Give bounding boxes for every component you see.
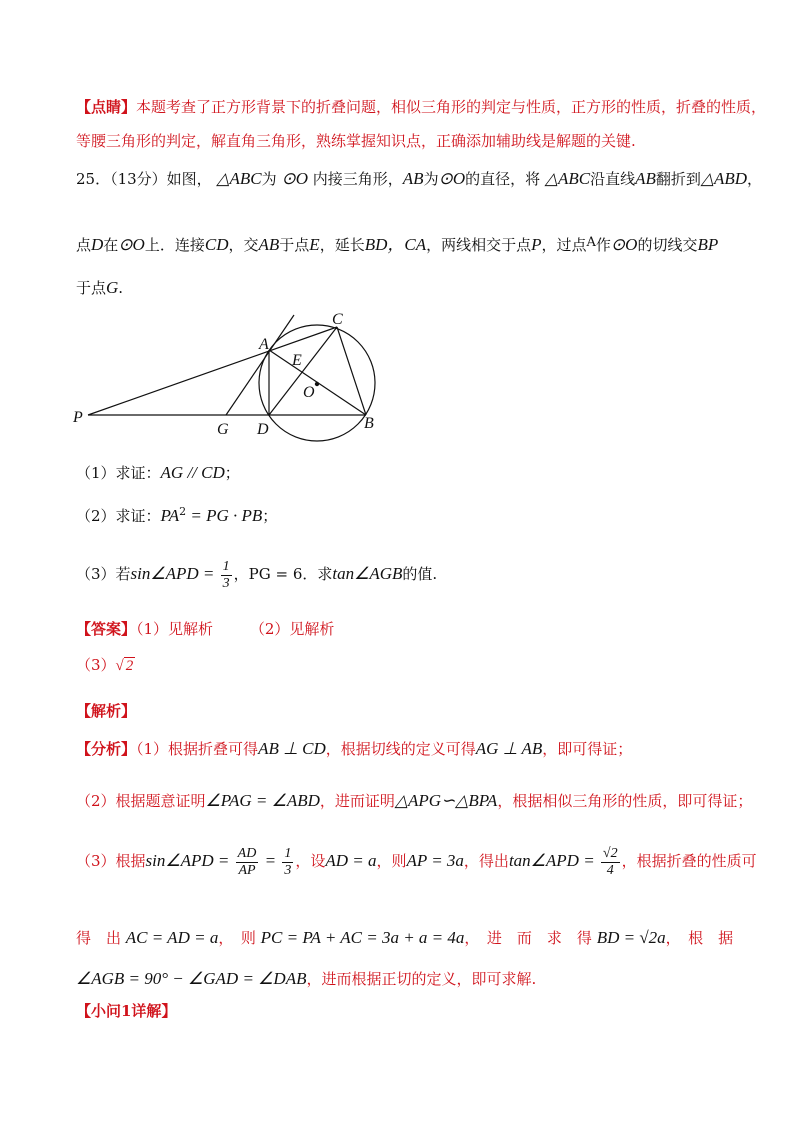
fenxi-l3b: ，设	[295, 852, 326, 870]
text-neijie: 内接三角形，	[312, 170, 403, 188]
problem-line-1	[76, 168, 763, 190]
point-d: D	[91, 235, 104, 254]
part-3-end: 的值.	[402, 565, 438, 583]
segment-cd: CD	[204, 235, 229, 254]
text-tangent: 的切线交	[637, 236, 698, 254]
circle-o-4: ⊙O	[610, 235, 638, 254]
fenxi-l2a: （2）根据题意证明	[76, 792, 206, 810]
answer-2: （2）见解析	[249, 620, 335, 638]
problem-line-3	[76, 277, 736, 299]
part-3-fraction	[221, 559, 232, 592]
part-3	[76, 556, 736, 592]
fenxi-l3-eq: =	[260, 851, 281, 870]
fenxi-line-4	[76, 927, 736, 949]
fenxi-l1-math-1: AB ⊥ CD	[258, 739, 326, 758]
answer-tag: 【答案】	[76, 620, 137, 638]
part-2-end: ；	[262, 507, 278, 525]
jiexi-tag: 【解析】	[76, 702, 137, 720]
part-2-math-b: = PG · PB	[186, 506, 263, 525]
text-extend: ，延长	[319, 236, 365, 254]
tri-abc-2: △ABC	[544, 169, 591, 188]
fenxi-l1-math-2: AG ⊥ AB	[475, 739, 543, 758]
part-3-label: （3）若	[76, 565, 131, 583]
fenxi-l3e: ，根据折叠的性质可	[621, 852, 757, 870]
fenxi-line-3	[76, 841, 757, 881]
problem-score: （13分）如图，	[110, 170, 212, 188]
line-cd	[269, 327, 337, 415]
label-p: P	[73, 409, 83, 426]
fenxi-line-5	[76, 968, 736, 990]
fenxi-l3-sin: sin∠APD =	[145, 851, 234, 870]
fenxi-l4d: ， 根 据	[665, 929, 734, 947]
fenxi-l2c: ，根据相似三角形的性质，即可得证；	[497, 792, 753, 810]
line-cb	[337, 327, 366, 415]
text-wei2: 为	[423, 170, 439, 188]
part-2-sup: 2	[179, 505, 187, 518]
fenxi-l3-f3-num: √2	[602, 845, 618, 861]
part-3-sin: sin∠APD =	[130, 564, 219, 583]
circle-o-3: ⊙O	[118, 235, 145, 254]
fenxi-l4-math-1: AC = AD = a	[125, 928, 219, 947]
text-intersect: ，两线相交于点	[426, 236, 532, 254]
label-c: C	[332, 311, 343, 328]
fenxi-l3-f2-den: 3	[284, 862, 292, 878]
text-jiao: ，交	[228, 236, 259, 254]
text-along: 沿直线	[590, 170, 636, 188]
geometry-figure	[60, 305, 400, 455]
part-2	[76, 501, 736, 527]
part-2-label: （2）求证：	[76, 507, 161, 525]
answer-line-1	[76, 618, 736, 640]
problem-number: 25．	[76, 170, 111, 188]
segment-bp: BP	[697, 235, 719, 254]
fenxi-l4-math-2: PC = PA + AC = 3a + a = 4a	[260, 928, 465, 947]
label-d: D	[257, 421, 269, 438]
fenxi-l3d: ，得出	[463, 852, 509, 870]
fenxi-l1c: ，即可得证；	[542, 740, 633, 758]
point-g: G	[106, 278, 119, 297]
fenxi-l1b: ，根据切线的定义可得	[325, 740, 476, 758]
fenxi-l5a: ，进而根据正切的定义，即可求解.	[306, 970, 537, 988]
answer-line-2	[76, 654, 736, 677]
fenxi-l4b: ， 则	[218, 929, 256, 947]
dianjing-line-1	[76, 96, 767, 118]
point-p: P	[531, 235, 542, 254]
part-1-label: （1）求证：	[76, 464, 161, 482]
fenxi-l3-math-1: AD = a	[325, 851, 377, 870]
fenxi-l3-frac-3	[601, 846, 620, 879]
fenxi-tag: 【分析】	[76, 740, 137, 758]
text-comma: ，	[747, 170, 763, 188]
part-3-frac-num: 1	[222, 558, 230, 574]
fenxi-l1a: （1）根据折叠可得	[136, 740, 259, 758]
label-e: E	[292, 352, 302, 369]
fenxi-l2-math-2: △APG∽△BPA	[394, 791, 498, 810]
answer-1: （1）见解析	[136, 620, 214, 638]
segment-ab: AB	[402, 169, 424, 188]
part-3-pg: ，PG = 6．求	[233, 565, 333, 583]
dianjing-text-2: 等腰三角形的判定，解直角三角形，熟练掌握知识点，正确添加辅助线是解题的关键.	[76, 132, 636, 150]
fenxi-l3-frac-1	[236, 846, 259, 879]
segments-bd-ca: BD，CA	[364, 235, 427, 254]
circle-o: ⊙O	[281, 169, 308, 188]
answer-3-label: （3）	[76, 656, 116, 674]
fenxi-l3c: ，则	[376, 852, 407, 870]
fenxi-l3-math-2: AP = 3a	[406, 851, 464, 870]
dianjing-text-1: 本题考查了正方形背景下的折叠问题，相似三角形的判定与性质，正方形的性质，折叠的性质，	[136, 98, 767, 116]
text-wei: 为	[261, 170, 277, 188]
fenxi-l2-math-1: ∠PAG = ∠ABD	[205, 791, 320, 810]
part-1-end: ；	[224, 464, 240, 482]
fenxi-l4c: ， 进 而 求 得	[464, 929, 592, 947]
text-connect: 上．连接	[144, 236, 205, 254]
text-yudian-g: 于点	[76, 279, 107, 297]
fenxi-l3-f1-den: AP	[238, 862, 256, 878]
fenxi-l4-math-3: BD = √2a	[596, 928, 666, 947]
fenxi-line-1	[76, 738, 736, 760]
dianjing-line-2	[76, 130, 736, 152]
point-e: E	[309, 235, 320, 254]
fenxi-l4a: 得 出	[76, 929, 122, 947]
fenxi-l3-f2-num: 1	[284, 845, 292, 861]
fenxi-l3-f3-den: 4	[606, 862, 614, 878]
text-period: .	[118, 279, 124, 297]
text-zuo: 作	[595, 236, 611, 254]
text-zai: 在	[103, 236, 119, 254]
text-fold: 翻折到	[655, 170, 701, 188]
part-3-tan: tan∠AGB	[332, 564, 403, 583]
label-a: A	[259, 336, 269, 353]
problem-line-2	[76, 232, 736, 256]
text-diameter: 的直径，将	[465, 170, 541, 188]
dianjing-tag: 【点睛】	[76, 98, 137, 116]
point-a: A	[586, 235, 596, 250]
circle-o-2: ⊙O	[438, 169, 466, 188]
fenxi-line-2	[76, 790, 753, 812]
fenxi-l3-frac-2	[282, 846, 293, 879]
center-o-dot	[315, 382, 319, 386]
fenxi-l3a: （3）根据	[76, 852, 146, 870]
label-o: O	[303, 384, 315, 401]
fenxi-l5-math-1: ∠AGB = 90° − ∠GAD = ∠DAB	[76, 969, 307, 988]
xiaowen-tag: 【小问1详解】	[76, 1002, 177, 1020]
answer-3-value: 2	[125, 658, 134, 674]
answer-3-sqrt: √ 2	[115, 658, 134, 674]
part-1	[76, 462, 736, 484]
tangent-line	[226, 315, 294, 415]
fenxi-l3-tan: tan∠APD =	[508, 851, 599, 870]
segment-ab-2: AB	[635, 169, 656, 188]
text-dian: 点	[76, 236, 92, 254]
part-1-math: AG // CD	[160, 463, 225, 482]
part-2-math-a: PA	[160, 506, 180, 525]
part-3-frac-den: 3	[222, 575, 230, 591]
text-yudian: 于点	[279, 236, 310, 254]
tri-abd: △ABD	[700, 169, 748, 188]
segment-ab-3: AB	[258, 235, 280, 254]
fenxi-l3-f1-num: AD	[237, 845, 257, 861]
label-g: G	[217, 421, 229, 438]
label-b: B	[364, 415, 374, 432]
tri-abc: △ABC	[216, 169, 262, 188]
text-through: ，过点	[541, 236, 587, 254]
fenxi-l2b: ，进而证明	[319, 792, 395, 810]
